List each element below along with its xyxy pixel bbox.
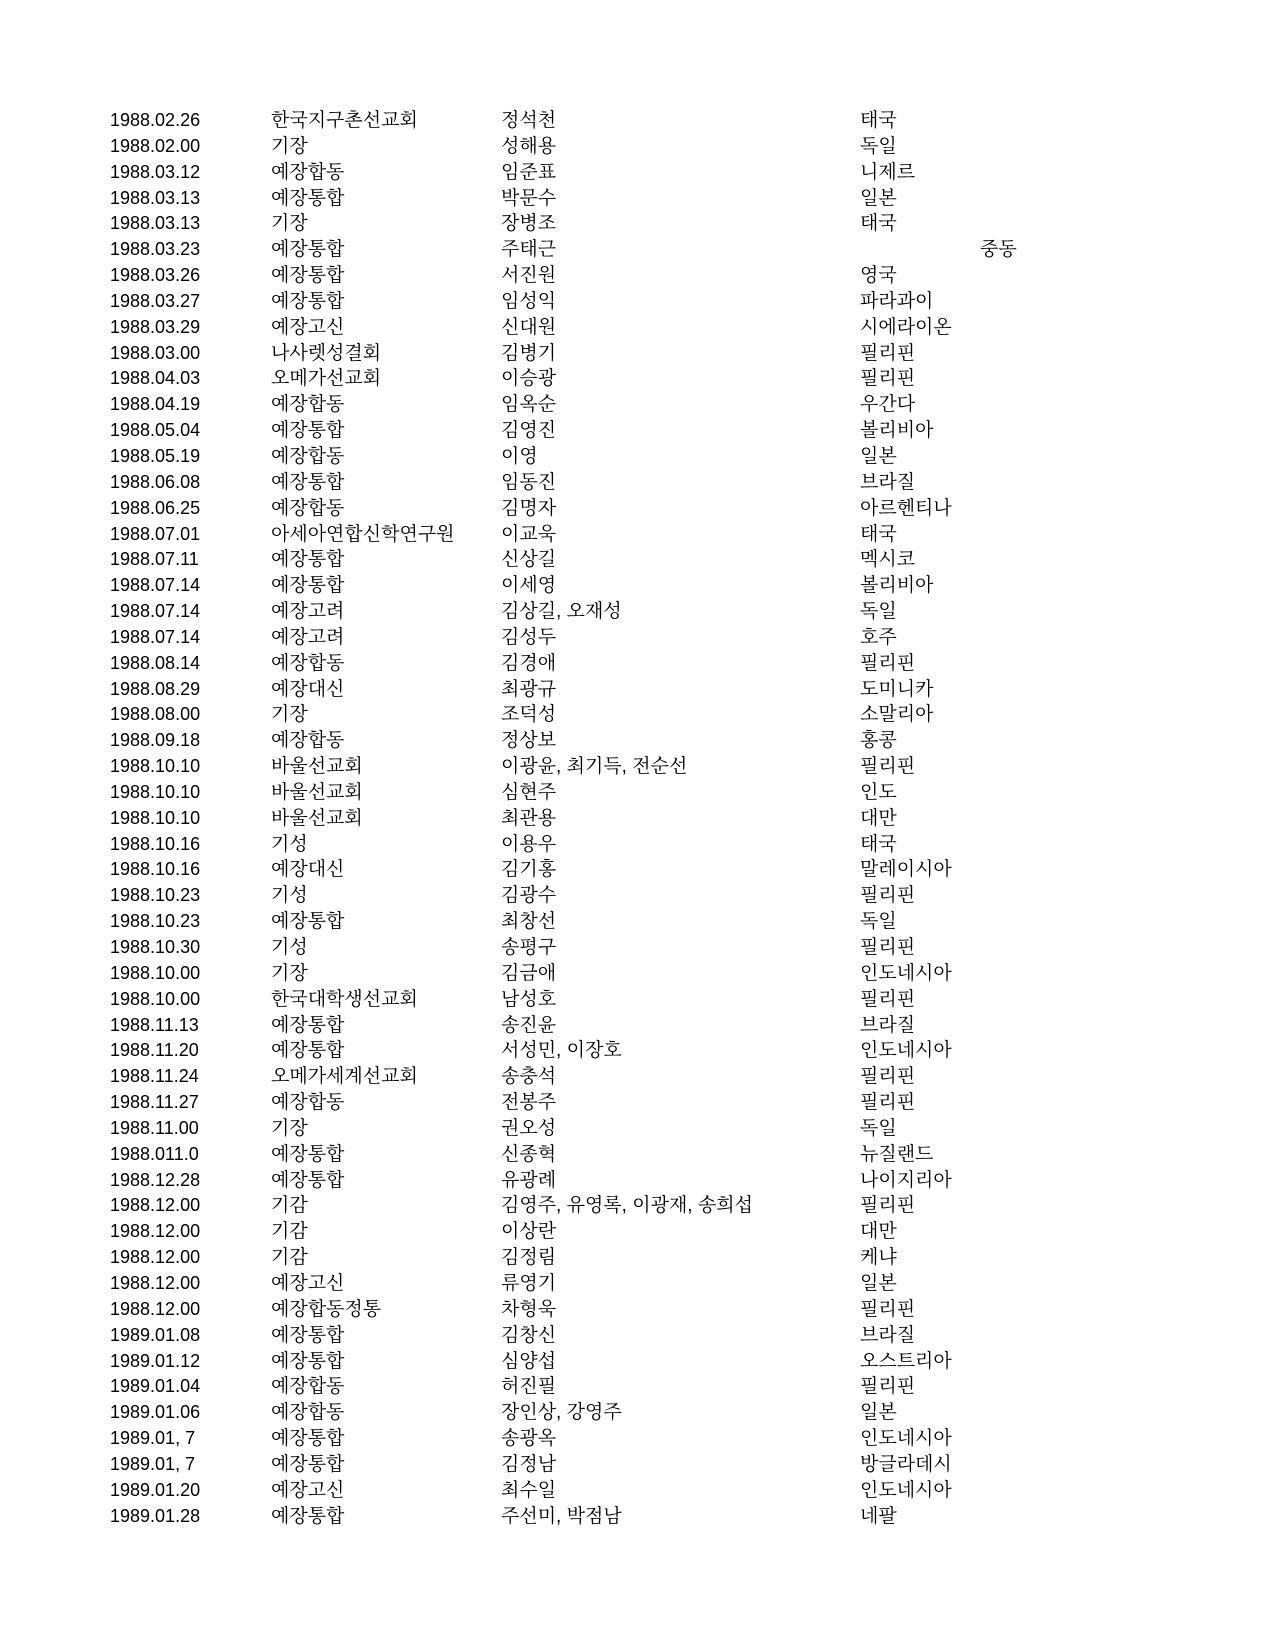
country-cell: 대만 bbox=[860, 1221, 897, 1243]
missionary-names-cell: 김영진 bbox=[501, 420, 557, 442]
date-cell: 1988.08.14 bbox=[110, 652, 201, 673]
country-cell: 호주 bbox=[860, 626, 897, 648]
organization-cell: 바울선교회 bbox=[271, 807, 363, 829]
table-row bbox=[0, 1374, 1275, 1400]
missionary-names-cell: 김경애 bbox=[501, 652, 557, 674]
missionary-names-cell: 심현주 bbox=[501, 781, 557, 803]
table-row bbox=[0, 651, 1275, 677]
organization-cell: 예장대신 bbox=[271, 678, 345, 700]
missionary-names-cell: 김금애 bbox=[501, 962, 557, 984]
date-cell: 1988.11.13 bbox=[110, 1014, 199, 1035]
table-row bbox=[0, 289, 1275, 315]
table-row bbox=[0, 341, 1275, 367]
table-row bbox=[0, 1219, 1275, 1245]
organization-cell: 예장고려 bbox=[271, 626, 345, 648]
missionary-names-cell: 이광윤, 최기득, 전순선 bbox=[501, 756, 688, 778]
missionary-names-cell: 최창선 bbox=[501, 911, 557, 933]
missionary-names-cell: 주선미, 박점남 bbox=[501, 1505, 622, 1527]
date-cell: 1988.03.27 bbox=[110, 290, 201, 311]
date-cell: 1989.01.06 bbox=[110, 1402, 201, 1423]
country-cell: 필리핀 bbox=[860, 1376, 916, 1398]
table-row bbox=[0, 961, 1275, 987]
table-row bbox=[0, 1271, 1275, 1297]
missionary-names-cell: 차형욱 bbox=[501, 1298, 557, 1320]
country-cell: 중동 bbox=[980, 239, 1017, 261]
table-row bbox=[0, 935, 1275, 961]
missionary-names-cell: 임동진 bbox=[501, 471, 557, 493]
organization-cell: 예장통합 bbox=[271, 1040, 345, 1062]
date-cell: 1988.03.00 bbox=[110, 342, 201, 363]
country-cell: 필리핀 bbox=[860, 885, 916, 907]
missionary-names-cell: 허진필 bbox=[501, 1376, 557, 1398]
missionary-names-cell: 김성두 bbox=[501, 626, 557, 648]
organization-cell: 예장합동 bbox=[271, 730, 345, 752]
date-cell: 1988.12.00 bbox=[110, 1247, 201, 1268]
table-row bbox=[0, 754, 1275, 780]
country-cell: 필리핀 bbox=[860, 652, 916, 674]
missionary-names-cell: 주태근 bbox=[501, 239, 557, 261]
date-cell: 1988.09.18 bbox=[110, 730, 201, 751]
table-row bbox=[0, 1426, 1275, 1452]
organization-cell: 예장합동 bbox=[271, 445, 345, 467]
date-cell: 1988.10.10 bbox=[110, 781, 201, 802]
date-cell: 1988.10.16 bbox=[110, 859, 201, 880]
mission-table bbox=[0, 108, 1275, 1529]
organization-cell: 바울선교회 bbox=[271, 781, 363, 803]
missionary-names-cell: 심양섭 bbox=[501, 1350, 557, 1372]
organization-cell: 한국지구촌선교회 bbox=[271, 110, 418, 131]
table-row bbox=[0, 366, 1275, 392]
missionary-names-cell: 최광규 bbox=[501, 678, 557, 700]
date-cell: 1988.08.29 bbox=[110, 678, 201, 699]
date-cell: 1988.10.30 bbox=[110, 937, 201, 957]
missionary-names-cell: 전봉주 bbox=[501, 1092, 557, 1114]
table-row bbox=[0, 573, 1275, 599]
missionary-names-cell: 김정남 bbox=[501, 1453, 557, 1475]
organization-cell: 예장고신 bbox=[271, 1272, 345, 1294]
table-row bbox=[0, 1400, 1275, 1426]
missionary-names-cell: 이세영 bbox=[501, 575, 557, 597]
missionary-names-cell: 김광수 bbox=[501, 885, 557, 907]
date-cell: 1988.03.29 bbox=[110, 316, 201, 337]
table-row bbox=[0, 522, 1275, 548]
date-cell: 1989.01.28 bbox=[110, 1505, 201, 1526]
table-row bbox=[0, 134, 1275, 160]
date-cell: 1988.12.00 bbox=[110, 1221, 201, 1242]
table-row bbox=[0, 444, 1275, 470]
country-cell: 인도네시아 bbox=[860, 962, 952, 984]
organization-cell: 기감 bbox=[271, 1221, 308, 1243]
date-cell: 1988.03.13 bbox=[110, 213, 201, 234]
date-cell: 1988.07.11 bbox=[110, 549, 199, 570]
country-cell: 케냐 bbox=[860, 1247, 897, 1269]
organization-cell: 바울선교회 bbox=[271, 756, 363, 778]
table-row bbox=[0, 987, 1275, 1013]
country-cell: 일본 bbox=[860, 445, 897, 467]
date-cell: 1988.07.01 bbox=[110, 523, 201, 544]
table-row bbox=[0, 1323, 1275, 1349]
organization-cell: 예장합동 bbox=[271, 394, 345, 416]
date-cell: 1988.10.23 bbox=[110, 911, 201, 932]
date-cell: 1988.10.16 bbox=[110, 833, 201, 854]
organization-cell: 예장통합 bbox=[271, 911, 345, 933]
missionary-names-cell: 이교욱 bbox=[501, 523, 557, 545]
organization-cell: 기성 bbox=[271, 885, 308, 907]
table-row bbox=[0, 1297, 1275, 1323]
organization-cell: 예장통합 bbox=[271, 239, 345, 261]
date-cell: 1989.01, 7 bbox=[110, 1428, 196, 1449]
missionary-names-cell: 김정림 bbox=[501, 1247, 557, 1269]
date-cell: 1988.07.14 bbox=[110, 601, 201, 622]
organization-cell: 예장고려 bbox=[271, 601, 345, 623]
table-row bbox=[0, 1038, 1275, 1064]
country-cell: 브라질 bbox=[860, 471, 916, 493]
organization-cell: 예장통합 bbox=[271, 187, 345, 209]
country-cell: 독일 bbox=[860, 911, 897, 933]
date-cell: 1989.01.08 bbox=[110, 1324, 201, 1345]
missionary-names-cell: 신상길 bbox=[501, 549, 557, 571]
table-row bbox=[0, 1452, 1275, 1478]
date-cell: 1988.05.04 bbox=[110, 420, 201, 441]
organization-cell: 예장합동정통 bbox=[271, 1298, 382, 1320]
organization-cell: 예장고신 bbox=[271, 1479, 345, 1501]
country-cell: 뉴질랜드 bbox=[860, 1143, 934, 1165]
country-cell: 우간다 bbox=[860, 394, 916, 416]
table-row bbox=[0, 186, 1275, 212]
table-row bbox=[0, 1193, 1275, 1219]
organization-cell: 오메가세계선교회 bbox=[271, 1066, 418, 1088]
date-cell: 1988.06.25 bbox=[110, 497, 201, 518]
missionary-names-cell: 조덕성 bbox=[501, 704, 557, 726]
organization-cell: 예장합동 bbox=[271, 1376, 345, 1398]
date-cell: 1988.10.23 bbox=[110, 885, 201, 906]
missionary-names-cell: 임준표 bbox=[501, 161, 557, 183]
date-cell: 1988.08.00 bbox=[110, 704, 201, 725]
missionary-names-cell: 장병조 bbox=[501, 213, 557, 235]
missionary-names-cell: 최관용 bbox=[501, 807, 557, 829]
table-row bbox=[0, 392, 1275, 418]
date-cell: 1988.02.26 bbox=[110, 110, 201, 130]
missionary-names-cell: 성해용 bbox=[501, 135, 557, 157]
table-row bbox=[0, 547, 1275, 573]
country-cell: 브라질 bbox=[860, 1014, 916, 1036]
table-row bbox=[0, 832, 1275, 858]
table-row bbox=[0, 496, 1275, 522]
date-cell: 1988.12.00 bbox=[110, 1272, 201, 1293]
table-row bbox=[0, 418, 1275, 444]
date-cell: 1988.11.24 bbox=[110, 1066, 199, 1087]
missionary-names-cell: 신종혁 bbox=[501, 1143, 557, 1165]
country-cell: 필리핀 bbox=[860, 1092, 916, 1114]
missionary-names-cell: 류영기 bbox=[501, 1272, 557, 1294]
organization-cell: 예장통합 bbox=[271, 265, 345, 287]
missionary-names-cell: 김영주, 유영록, 이광재, 송희섭 bbox=[501, 1195, 753, 1217]
table-row bbox=[0, 263, 1275, 289]
organization-cell: 오메가선교회 bbox=[271, 368, 382, 390]
organization-cell: 기장 bbox=[271, 1117, 308, 1139]
date-cell: 1988.04.19 bbox=[110, 394, 201, 415]
table-row bbox=[0, 599, 1275, 625]
date-cell: 1988.02.00 bbox=[110, 135, 201, 156]
table-row bbox=[0, 211, 1275, 237]
organization-cell: 기장 bbox=[271, 704, 308, 726]
country-cell: 브라질 bbox=[860, 1324, 916, 1346]
organization-cell: 예장통합 bbox=[271, 1169, 345, 1191]
country-cell: 필리핀 bbox=[860, 1195, 916, 1217]
table-row bbox=[0, 728, 1275, 754]
table-row bbox=[0, 806, 1275, 832]
missionary-names-cell: 유광례 bbox=[501, 1169, 557, 1191]
organization-cell: 예장통합 bbox=[271, 1428, 345, 1450]
country-cell: 홍콩 bbox=[860, 730, 897, 752]
organization-cell: 기장 bbox=[271, 213, 308, 235]
country-cell: 대만 bbox=[860, 807, 897, 829]
missionary-names-cell: 최수일 bbox=[501, 1479, 557, 1501]
missionary-names-cell: 장인상, 강영주 bbox=[501, 1402, 622, 1424]
table-row bbox=[0, 625, 1275, 651]
table-row bbox=[0, 160, 1275, 186]
missionary-names-cell: 이영 bbox=[501, 445, 538, 467]
missionary-names-cell: 송진윤 bbox=[501, 1014, 557, 1036]
organization-cell: 예장합동 bbox=[271, 161, 345, 183]
organization-cell: 예장대신 bbox=[271, 859, 345, 881]
country-cell: 나이지리아 bbox=[860, 1169, 952, 1191]
organization-cell: 예장통합 bbox=[271, 1453, 345, 1475]
country-cell: 영국 bbox=[860, 265, 897, 287]
date-cell: 1988.07.14 bbox=[110, 626, 201, 647]
missionary-names-cell: 송충석 bbox=[501, 1066, 557, 1088]
missionary-names-cell: 임옥순 bbox=[501, 394, 557, 416]
country-cell: 말레이시아 bbox=[860, 859, 952, 881]
organization-cell: 예장합동 bbox=[271, 1092, 345, 1114]
date-cell: 1988.06.08 bbox=[110, 471, 201, 492]
country-cell: 네팔 bbox=[860, 1505, 897, 1527]
country-cell: 일본 bbox=[860, 1402, 897, 1424]
date-cell: 1988.03.23 bbox=[110, 239, 201, 260]
table-row bbox=[0, 315, 1275, 341]
table-row bbox=[0, 909, 1275, 935]
date-cell: 1989.01.12 bbox=[110, 1350, 201, 1371]
country-cell: 태국 bbox=[860, 523, 897, 545]
country-cell: 볼리비아 bbox=[860, 420, 934, 442]
organization-cell: 기장 bbox=[271, 962, 308, 984]
missionary-names-cell: 이용우 bbox=[501, 833, 557, 855]
country-cell: 태국 bbox=[860, 110, 897, 131]
date-cell: 1988.011.0 bbox=[110, 1143, 199, 1164]
country-cell: 태국 bbox=[860, 213, 897, 235]
date-cell: 1988.11.27 bbox=[110, 1092, 199, 1113]
table-row bbox=[0, 1504, 1275, 1530]
table-row bbox=[0, 883, 1275, 909]
missionary-names-cell: 김명자 bbox=[501, 497, 557, 519]
table-row bbox=[0, 1478, 1275, 1504]
country-cell: 인도네시아 bbox=[860, 1479, 952, 1501]
missionary-names-cell: 이승광 bbox=[501, 368, 557, 390]
date-cell: 1989.01.04 bbox=[110, 1376, 201, 1397]
country-cell: 필리핀 bbox=[860, 756, 916, 778]
table-row bbox=[0, 1349, 1275, 1375]
country-cell: 볼리비아 bbox=[860, 575, 934, 597]
date-cell: 1988.11.20 bbox=[110, 1040, 199, 1061]
country-cell: 필리핀 bbox=[860, 1066, 916, 1088]
country-cell: 도미니카 bbox=[860, 678, 934, 700]
date-cell: 1988.10.10 bbox=[110, 756, 201, 777]
organization-cell: 예장통합 bbox=[271, 1350, 345, 1372]
table-row bbox=[0, 108, 1275, 134]
organization-cell: 예장통합 bbox=[271, 290, 345, 312]
date-cell: 1988.12.00 bbox=[110, 1195, 201, 1216]
country-cell: 일본 bbox=[860, 187, 897, 209]
missionary-names-cell: 서진원 bbox=[501, 265, 557, 287]
country-cell: 독일 bbox=[860, 1117, 897, 1139]
table-row bbox=[0, 780, 1275, 806]
country-cell: 일본 bbox=[860, 1272, 897, 1294]
organization-cell: 한국대학생선교회 bbox=[271, 988, 418, 1010]
date-cell: 1989.01.20 bbox=[110, 1479, 201, 1500]
country-cell: 필리핀 bbox=[860, 937, 916, 958]
organization-cell: 예장통합 bbox=[271, 1014, 345, 1036]
date-cell: 1988.10.00 bbox=[110, 988, 201, 1009]
table-row bbox=[0, 857, 1275, 883]
missionary-names-cell: 김상길, 오재성 bbox=[501, 601, 622, 623]
table-row bbox=[0, 702, 1275, 728]
missionary-names-cell: 김창신 bbox=[501, 1324, 557, 1346]
organization-cell: 기감 bbox=[271, 1247, 308, 1269]
missionary-names-cell: 정석천 bbox=[501, 110, 557, 131]
missionary-names-cell: 권오성 bbox=[501, 1117, 557, 1139]
organization-cell: 예장통합 bbox=[271, 549, 345, 571]
missionary-names-cell: 박문수 bbox=[501, 187, 557, 209]
table-row bbox=[0, 1013, 1275, 1039]
country-cell: 인도네시아 bbox=[860, 1040, 952, 1062]
country-cell: 파라과이 bbox=[860, 290, 934, 312]
date-cell: 1989.01, 7 bbox=[110, 1453, 196, 1474]
missionary-names-cell: 임성익 bbox=[501, 290, 557, 312]
missionary-names-cell: 남성호 bbox=[501, 988, 557, 1010]
country-cell: 인도네시아 bbox=[860, 1428, 952, 1450]
organization-cell: 아세아연합신학연구원 bbox=[271, 523, 455, 545]
date-cell: 1988.07.14 bbox=[110, 575, 201, 596]
date-cell: 1988.11.00 bbox=[110, 1117, 199, 1138]
missionary-names-cell: 이상란 bbox=[501, 1221, 557, 1243]
organization-cell: 기성 bbox=[271, 937, 308, 958]
organization-cell: 나사렛성결회 bbox=[271, 342, 382, 364]
country-cell: 태국 bbox=[860, 833, 897, 855]
country-cell: 독일 bbox=[860, 601, 897, 623]
missionary-names-cell: 송평구 bbox=[501, 937, 557, 958]
organization-cell: 기성 bbox=[271, 833, 308, 855]
organization-cell: 예장통합 bbox=[271, 471, 345, 493]
table-row bbox=[0, 1168, 1275, 1194]
table-row bbox=[0, 677, 1275, 703]
table-row bbox=[0, 1090, 1275, 1116]
missionary-names-cell: 정상보 bbox=[501, 730, 557, 752]
country-cell: 인도 bbox=[860, 781, 897, 803]
organization-cell: 예장합동 bbox=[271, 1402, 345, 1424]
date-cell: 1988.03.13 bbox=[110, 187, 201, 208]
country-cell: 오스트리아 bbox=[860, 1350, 952, 1372]
organization-cell: 예장통합 bbox=[271, 420, 345, 442]
date-cell: 1988.05.19 bbox=[110, 445, 201, 466]
country-cell: 소말리아 bbox=[860, 704, 934, 726]
country-cell: 필리핀 bbox=[860, 1298, 916, 1320]
organization-cell: 예장통합 bbox=[271, 1143, 345, 1165]
organization-cell: 예장통합 bbox=[271, 575, 345, 597]
date-cell: 1988.10.10 bbox=[110, 807, 201, 828]
organization-cell: 예장합동 bbox=[271, 652, 345, 674]
missionary-names-cell: 신대원 bbox=[501, 316, 557, 338]
table-row bbox=[0, 470, 1275, 496]
country-cell: 멕시코 bbox=[860, 549, 916, 571]
country-cell: 필리핀 bbox=[860, 988, 916, 1010]
country-cell: 필리핀 bbox=[860, 368, 916, 390]
missionary-names-cell: 송광옥 bbox=[501, 1428, 557, 1450]
table-row bbox=[0, 237, 1275, 263]
missionary-names-cell: 김병기 bbox=[501, 342, 557, 364]
table-row bbox=[0, 1064, 1275, 1090]
country-cell: 아르헨티나 bbox=[860, 497, 952, 519]
country-cell: 방글라데시 bbox=[860, 1453, 952, 1475]
table-row bbox=[0, 1142, 1275, 1168]
date-cell: 1988.03.26 bbox=[110, 265, 201, 286]
organization-cell: 기장 bbox=[271, 135, 308, 157]
missionary-names-cell: 김기홍 bbox=[501, 859, 557, 881]
date-cell: 1988.04.03 bbox=[110, 368, 201, 389]
date-cell: 1988.10.00 bbox=[110, 962, 201, 983]
country-cell: 니제르 bbox=[860, 161, 916, 183]
organization-cell: 기감 bbox=[271, 1195, 308, 1217]
country-cell: 필리핀 bbox=[860, 342, 916, 364]
country-cell: 시에라이온 bbox=[860, 316, 952, 338]
missionary-names-cell: 서성민, 이장호 bbox=[501, 1040, 622, 1062]
date-cell: 1988.03.12 bbox=[110, 161, 201, 182]
organization-cell: 예장합동 bbox=[271, 497, 345, 519]
country-cell: 독일 bbox=[860, 135, 897, 157]
date-cell: 1988.12.00 bbox=[110, 1298, 201, 1319]
date-cell: 1988.12.28 bbox=[110, 1169, 201, 1190]
organization-cell: 예장통합 bbox=[271, 1505, 345, 1527]
organization-cell: 예장통합 bbox=[271, 1324, 345, 1346]
table-row bbox=[0, 1116, 1275, 1142]
table-row bbox=[0, 1245, 1275, 1271]
organization-cell: 예장고신 bbox=[271, 316, 345, 338]
